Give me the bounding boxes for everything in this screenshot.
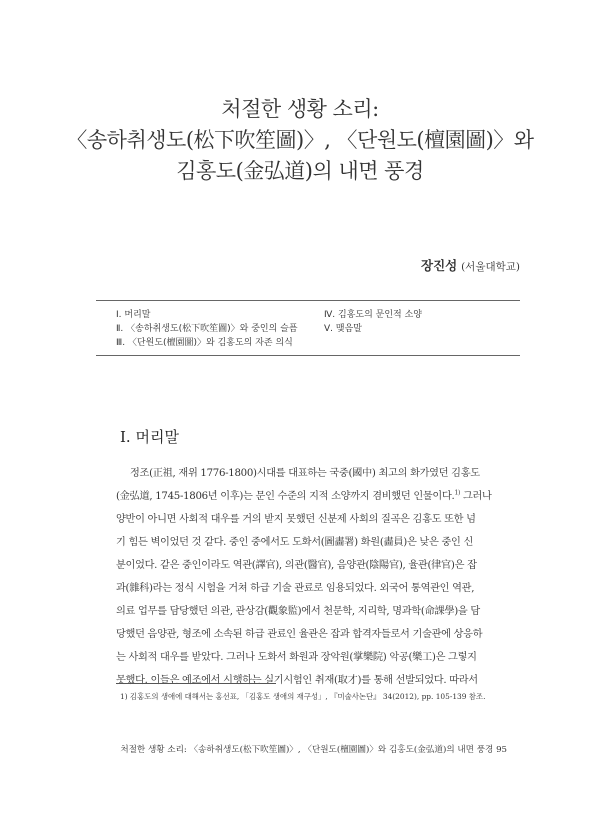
body-line: 당했던 음양관, 형조에 소속된 하급 관료인 율관은 잡과 합격자들로서 기술관에 상응하 [116, 629, 483, 640]
body-line: 못했다. 이들은 예조에서 시행하는 실기시험인 취재(取才)를 통해 선발되었다. 따라서 [116, 675, 478, 686]
article-title [0, 94, 600, 187]
body-line-tail: 그러나 [460, 491, 492, 502]
author-name: 장진성 [421, 258, 458, 273]
body-line: 과(雜科)라는 정식 시험을 거쳐 하급 기술 관료로 임용되었다. 외국어 통역관인 역관, [116, 583, 475, 594]
author-byline [421, 256, 520, 274]
footnote-ref: 1) [454, 489, 460, 497]
toc-item-4: Ⅳ. 김홍도의 문인적 소양 [324, 310, 422, 320]
title-line-1: 처절한 생황 소리: [221, 97, 379, 121]
body-line: 는 사회적 대우를 받았다. 그러나 도화서 화원과 장악원(掌樂院) 악공(樂工)은 그렇지 [116, 652, 477, 663]
toc-column-right [324, 308, 422, 336]
footnote-divider [116, 683, 276, 684]
footnote: 1) 김홍도의 생애에 대해서는 홍선표, 「김홍도 생애의 재구성」, 『미술사논단』 34(2012), pp. 105-139 참조. [120, 692, 486, 701]
title-line-3: 김홍도(金弘道)의 내면 풍경 [176, 159, 424, 183]
toc-item-2: Ⅱ. 〈송하취생도(松下吹笙圖)〉와 중인의 슬픔 [116, 324, 298, 334]
toc-item-3: Ⅲ. 〈단원도(檀園圖)〉와 김홍도의 자존 의식 [116, 338, 293, 348]
toc-item-5: Ⅴ. 맺음말 [324, 324, 362, 334]
body-line: 정조(正祖, 재위 1776-1800)시대를 대표하는 국중(國中) 최고의 화가였던 김홍도 [130, 468, 480, 479]
body-line: 분이었다. 같은 중인이라도 역관(譯官), 의관(醫官), 음양관(陰陽官), 율관(律官)은 잡 [116, 560, 477, 571]
body-line: 기 힘든 벽이었던 것 같다. 중인 중에서도 도화서(圖畵署) 화원(畵員)은 낮은 중인 신 [116, 537, 474, 548]
body-text [116, 462, 508, 692]
body-line: 양반이 아니면 사회적 대우를 거의 받지 못했던 신분제 사회의 질곡은 김홍도 또한 넘 [116, 514, 476, 525]
body-line: 의료 업무를 담당했던 의관, 관상감(觀象監)에서 천문학, 지리학, 명과학(命課學)을 담 [116, 606, 480, 617]
running-head: 처절한 생황 소리: 〈송하취생도(松下吹笙圖)〉, 〈단원도(檀園圖)〉와 김홍도(金弘道)의 내면 풍경 [120, 745, 494, 755]
title-line-2: 〈송하취생도(松下吹笙圖)〉, 〈단원도(檀園圖)〉와 [66, 128, 534, 152]
toc-item-1: Ⅰ. 머리말 [116, 310, 151, 320]
table-of-contents [96, 300, 520, 356]
toc-column-left [116, 308, 298, 350]
author-affiliation: (서울대학교) [461, 261, 520, 273]
body-line-text: (金弘道, 1745-1806년 이후)는 문인 수준의 지적 소양까지 겸비했던 인물이다. [116, 491, 455, 502]
page-number: 95 [496, 745, 507, 755]
section-heading: Ⅰ. 머리말 [120, 428, 179, 446]
running-footer [120, 743, 507, 755]
body-line [116, 485, 508, 508]
